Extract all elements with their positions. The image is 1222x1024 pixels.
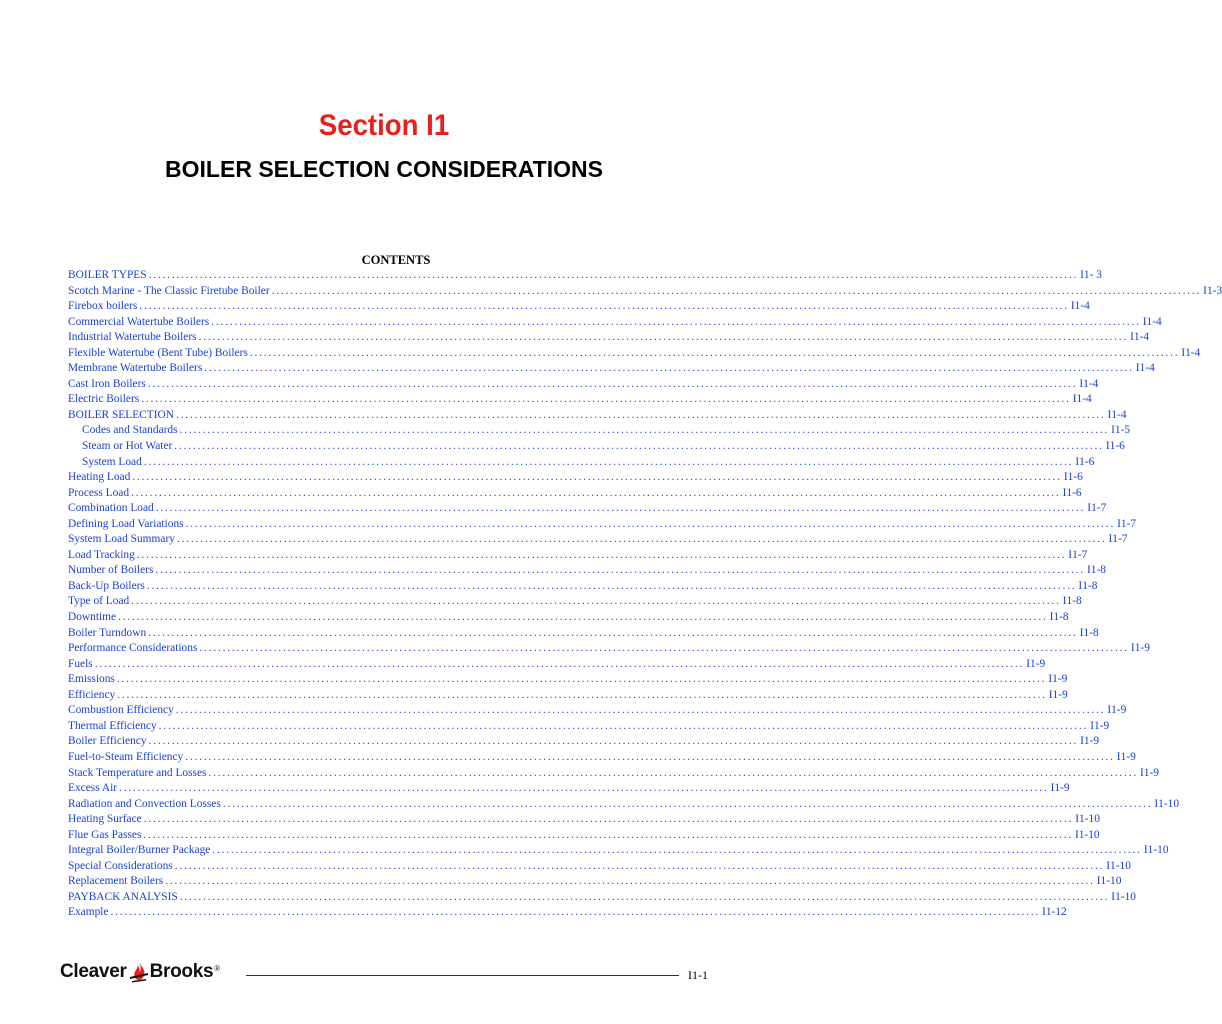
toc-entry-title[interactable]: Boiler Turndown [68, 626, 147, 639]
toc-dot-leader: ........................................................................................................................................................................................................ [212, 844, 1142, 857]
toc-dot-leader: ........................................................................................................................................................................................................ [165, 875, 1095, 888]
toc-entry-page[interactable]: I1-10 [1106, 859, 1131, 872]
toc-entry-page[interactable]: I1-8 [1078, 579, 1098, 592]
toc-entry-title[interactable]: Codes and Standards [82, 424, 178, 437]
toc-dot-leader: ........................................................................................................................................................................................................ [94, 657, 1025, 670]
toc-dot-leader: ........................................................................................................................................................................................................ [146, 579, 1077, 592]
toc-dot-leader: ........................................................................................................................................................................................................ [175, 704, 1106, 717]
toc-dot-leader: ........................................................................................................................................................................................................ [131, 595, 1061, 608]
toc-entry[interactable] [68, 719, 1110, 735]
toc-entry-title[interactable]: Fuel-to-Steam Efficiency [68, 750, 184, 763]
toc-dot-leader: ........................................................................................................................................................................................................ [139, 300, 1069, 313]
toc-entry-title[interactable]: Electric Boilers [68, 393, 140, 406]
page-number: I1-1 [688, 968, 708, 982]
toc-entry-title[interactable]: System Load Summary [68, 533, 175, 546]
toc-dot-leader: ........................................................................................................................................................................................................ [185, 750, 1115, 763]
toc-dot-leader: ........................................................................................................................................................................................................ [118, 611, 1048, 624]
toc-dot-leader: ........................................................................................................................................................................................................ [141, 393, 1071, 406]
toc-dot-leader: ........................................................................................................................................................................................................ [148, 269, 1079, 281]
toc-entry-page[interactable]: I1-10 [1075, 813, 1100, 826]
toc-entry-title[interactable]: PAYBACK ANALYSIS [68, 890, 178, 903]
toc-entry-page[interactable]: I1-10 [1096, 875, 1122, 888]
toc-entry-title[interactable]: Downtime [68, 611, 117, 624]
toc-entry-title[interactable]: Steam or Hot Water [82, 440, 173, 453]
toc-dot-leader: ........................................................................................................................................................................................................ [155, 564, 1085, 577]
toc-entry[interactable] [68, 486, 1082, 502]
toc-dot-leader: ........................................................................................................................................................................................................ [185, 517, 1116, 530]
toc-dot-leader: ........................................................................................................................................................................................................ [158, 719, 1089, 732]
toc-entry-page[interactable]: I1-7 [1068, 548, 1088, 561]
toc-entry[interactable] [68, 579, 1098, 595]
toc-entry-page[interactable]: I1-9 [1048, 673, 1068, 686]
toc-entry[interactable] [68, 517, 1137, 533]
toc-entry[interactable] [68, 812, 1100, 828]
toc-entry-page[interactable]: I1-8 [1079, 626, 1099, 639]
toc-entry-page[interactable]: I1-10 [1143, 844, 1169, 857]
toc-entry[interactable] [68, 268, 1102, 284]
toc-entry[interactable] [68, 610, 1069, 626]
toc-entry-page[interactable]: I1-9 [1090, 719, 1110, 732]
toc-entry[interactable] [68, 874, 1122, 890]
toc-dot-leader: ........................................................................................................................................................................................................ [249, 346, 1180, 359]
cleaver-brooks-logo [60, 961, 220, 983]
toc-entry[interactable] [68, 672, 1068, 688]
toc-entry-title[interactable]: Example [68, 906, 109, 919]
toc-entry-page[interactable]: I1-10 [1154, 797, 1180, 810]
toc-entry-title[interactable]: Process Load [68, 486, 130, 499]
toc-entry-page[interactable]: I1-4 [1130, 331, 1150, 344]
toc-entry-title[interactable]: Flexible Watertube (Bent Tube) Boilers [68, 346, 248, 359]
toc-entry[interactable] [68, 657, 1046, 673]
toc-entry[interactable] [68, 843, 1169, 859]
toc-entry-page[interactable]: I1-8 [1086, 564, 1106, 577]
toc-entry[interactable] [68, 734, 1100, 750]
toc-entry-page[interactable]: I1-9 [1080, 735, 1100, 748]
toc-dot-leader: ........................................................................................................................................................................................................ [132, 471, 1062, 484]
toc-entry-page[interactable]: I1-9 [1048, 688, 1068, 701]
toc-dot-leader: ........................................................................................................................................................................................................ [143, 828, 1073, 841]
toc-entry[interactable] [68, 626, 1099, 642]
toc-entry-title[interactable]: Emissions [68, 673, 115, 686]
toc-dot-leader: ........................................................................................................................................................................................................ [143, 455, 1074, 468]
toc-entry-title[interactable]: Load Tracking [68, 548, 135, 561]
logo-text-brooks: Brooks [149, 961, 214, 982]
toc-entry[interactable] [68, 797, 1180, 813]
toc-entry-page[interactable]: I1- 3 [1080, 269, 1102, 281]
toc-entry-title[interactable]: Scotch Marine - The Classic Firetube Boiler [68, 284, 270, 297]
toc-dot-leader: ........................................................................................................................................................................................................ [117, 688, 1047, 701]
toc-entry-title[interactable]: Industrial Watertube Boilers [68, 331, 197, 344]
toc-entry-title[interactable]: Special Considerations [68, 859, 173, 872]
toc-entry-title[interactable]: System Load [82, 455, 142, 468]
toc-dot-leader: ........................................................................................................................................................................................................ [179, 424, 1110, 437]
toc-entry[interactable] [68, 688, 1068, 704]
toc-entry[interactable] [68, 470, 1083, 486]
toc-entry-title[interactable]: Firebox boilers [68, 300, 138, 313]
toc-dot-leader: ........................................................................................................................................................................................................ [174, 859, 1105, 872]
toc-dot-leader: ........................................................................................................................................................................................................ [131, 486, 1061, 499]
toc-entry[interactable] [68, 423, 1131, 439]
footer-rule [246, 975, 679, 976]
table-of-contents [68, 268, 1222, 921]
toc-dot-leader: ........................................................................................................................................................................................................ [198, 331, 1129, 344]
toc-dot-leader: ........................................................................................................................................................................................................ [179, 890, 1110, 903]
toc-entry-page[interactable]: I1-8 [1049, 611, 1069, 624]
toc-entry-page[interactable]: I1-4 [1079, 377, 1099, 390]
contents-heading: CONTENTS [361, 253, 431, 267]
toc-entry[interactable] [68, 501, 1107, 517]
toc-dot-leader: ........................................................................................................................................................................................................ [271, 284, 1202, 297]
toc-entry[interactable] [68, 703, 1127, 719]
toc-entry[interactable] [68, 890, 1136, 906]
toc-entry-title[interactable]: Boiler Efficiency [68, 735, 147, 748]
toc-entry-page[interactable]: I1-9 [1026, 657, 1046, 670]
toc-entry[interactable] [68, 408, 1127, 424]
toc-dot-leader: ........................................................................................................................................................................................................ [208, 766, 1139, 779]
toc-entry-title[interactable]: Performance Considerations [68, 642, 198, 655]
toc-entry-title[interactable]: Excess Air [68, 782, 118, 795]
toc-entry-page[interactable]: I1-5 [1111, 424, 1131, 437]
toc-dot-leader: ........................................................................................................................................................................................................ [174, 440, 1104, 453]
toc-entry[interactable] [68, 330, 1150, 346]
toc-entry-page[interactable]: I1-7 [1117, 517, 1137, 530]
toc-dot-leader: ........................................................................................................................................................................................................ [147, 377, 1078, 390]
toc-entry-title[interactable]: BOILER SELECTION [68, 408, 174, 421]
toc-entry[interactable] [68, 905, 1067, 921]
toc-entry-title[interactable]: Integral Boiler/Burner Package [68, 844, 211, 857]
toc-entry-page[interactable]: I1-6 [1075, 455, 1095, 468]
toc-entry-page[interactable]: I1-10 [1111, 890, 1136, 903]
toc-entry[interactable] [68, 750, 1136, 766]
toc-entry-page[interactable]: I1-4 [1072, 393, 1092, 406]
toc-entry-title[interactable]: Replacement Boilers [68, 875, 164, 888]
toc-entry[interactable] [68, 828, 1100, 844]
toc-entry[interactable] [68, 594, 1082, 610]
toc-entry-title[interactable]: Stack Temperature and Losses [68, 766, 207, 779]
toc-entry-page[interactable]: I1-4 [1181, 346, 1201, 359]
toc-entry-title[interactable]: Radiation and Convection Losses [68, 797, 221, 810]
toc-dot-leader: ........................................................................................................................................................................................................ [143, 813, 1074, 826]
toc-entry-title[interactable]: Commercial Watertube Boilers [68, 315, 210, 328]
toc-entry[interactable] [68, 766, 1159, 782]
toc-entry[interactable] [68, 392, 1092, 408]
toc-entry[interactable] [68, 439, 1125, 455]
toc-entry-title[interactable]: Defining Load Variations [68, 517, 184, 530]
toc-dot-leader: ........................................................................................................................................................................................................ [148, 626, 1078, 639]
toc-entry-page[interactable]: I1-4 [1070, 300, 1090, 313]
toc-entry[interactable] [68, 532, 1128, 548]
toc-dot-leader: ........................................................................................................................................................................................................ [148, 735, 1079, 748]
toc-entry-page[interactable]: I1-4 [1107, 408, 1127, 421]
toc-entry-title[interactable]: Flue Gas Passes [68, 828, 142, 841]
toc-dot-leader: ........................................................................................................................................................................................................ [119, 782, 1049, 795]
toc-entry-page[interactable]: I1-6 [1062, 486, 1082, 499]
toc-entry-title[interactable]: Efficiency [68, 688, 116, 701]
toc-entry-page[interactable]: I1-9 [1140, 766, 1159, 779]
toc-entry-title[interactable]: Fuels [68, 657, 93, 670]
toc-entry-title[interactable]: Cast Iron Boilers [68, 377, 146, 390]
toc-entry-page[interactable]: I1-6 [1105, 440, 1125, 453]
toc-entry-page[interactable]: I1-7 [1087, 502, 1107, 515]
toc-dot-leader: ........................................................................................................................................................................................................ [155, 502, 1086, 515]
toc-entry-page[interactable]: I1-7 [1108, 533, 1128, 546]
section-title: Section I1 [318, 109, 450, 142]
logo-text-cleaver: Cleaver [60, 961, 127, 982]
toc-entry-page[interactable]: I1-4 [1142, 315, 1162, 328]
toc-dot-leader: ........................................................................................................................................................................................................ [176, 533, 1107, 546]
toc-entry[interactable] [68, 377, 1099, 393]
toc-dot-leader: ........................................................................................................................................................................................................ [116, 673, 1047, 686]
toc-entry-title[interactable]: Thermal Efficiency [68, 719, 157, 732]
toc-entry-title[interactable]: Number of Boilers [68, 564, 154, 577]
toc-entry-page[interactable]: I1-12 [1042, 906, 1067, 919]
toc-entry-page[interactable]: I1-8 [1062, 595, 1082, 608]
toc-entry[interactable] [68, 455, 1095, 471]
toc-entry-title[interactable]: Combustion Efficiency [68, 704, 174, 717]
toc-entry-title[interactable]: BOILER TYPES [68, 269, 147, 281]
toc-entry-title[interactable]: Back-Up Boilers [68, 579, 145, 592]
registered-mark: ® [214, 963, 220, 973]
toc-entry-page[interactable]: I1-10 [1074, 828, 1100, 841]
toc-entry[interactable] [68, 548, 1088, 564]
toc-entry-title[interactable]: Heating Load [68, 471, 131, 484]
toc-entry[interactable] [68, 859, 1131, 875]
toc-entry-page[interactable]: I1-6 [1063, 471, 1083, 484]
toc-entry-title[interactable]: Heating Surface [68, 813, 142, 826]
toc-entry-page[interactable]: I1-4 [1135, 362, 1155, 375]
toc-dot-leader: ........................................................................................................................................................................................................ [110, 906, 1041, 919]
toc-dot-leader: ........................................................................................................................................................................................................ [136, 548, 1067, 561]
toc-entry-title[interactable]: Type of Load [68, 595, 130, 608]
toc-entry[interactable] [68, 781, 1070, 797]
toc-entry[interactable] [68, 346, 1201, 362]
toc-dot-leader: ........................................................................................................................................................................................................ [222, 797, 1153, 810]
toc-entry-page[interactable]: I1-9 [1116, 750, 1136, 763]
toc-entry[interactable] [68, 299, 1090, 315]
toc-entry[interactable] [68, 361, 1155, 377]
toc-dot-leader: ........................................................................................................................................................................................................ [211, 315, 1141, 328]
toc-entry[interactable] [68, 563, 1106, 579]
toc-entry-title[interactable]: Membrane Watertube Boilers [68, 362, 203, 375]
toc-entry[interactable] [68, 284, 1222, 300]
toc-entry-page[interactable]: I1-3 [1203, 284, 1222, 297]
toc-dot-leader: ........................................................................................................................................................................................................ [204, 362, 1134, 375]
toc-dot-leader: ........................................................................................................................................................................................................ [176, 408, 1106, 421]
toc-entry-title[interactable]: Combination Load [68, 502, 154, 515]
flame-icon [128, 961, 150, 983]
toc-entry[interactable] [68, 315, 1162, 331]
page-title: BOILER SELECTION CONSIDERATIONS [165, 156, 603, 182]
toc-dot-leader: ........................................................................................................................................................................................................ [199, 642, 1129, 655]
toc-entry-page[interactable]: I1-9 [1050, 782, 1070, 795]
toc-entry-page[interactable]: I1-9 [1107, 704, 1127, 717]
toc-entry-page[interactable]: I1-9 [1130, 642, 1150, 655]
toc-entry[interactable] [68, 641, 1150, 657]
